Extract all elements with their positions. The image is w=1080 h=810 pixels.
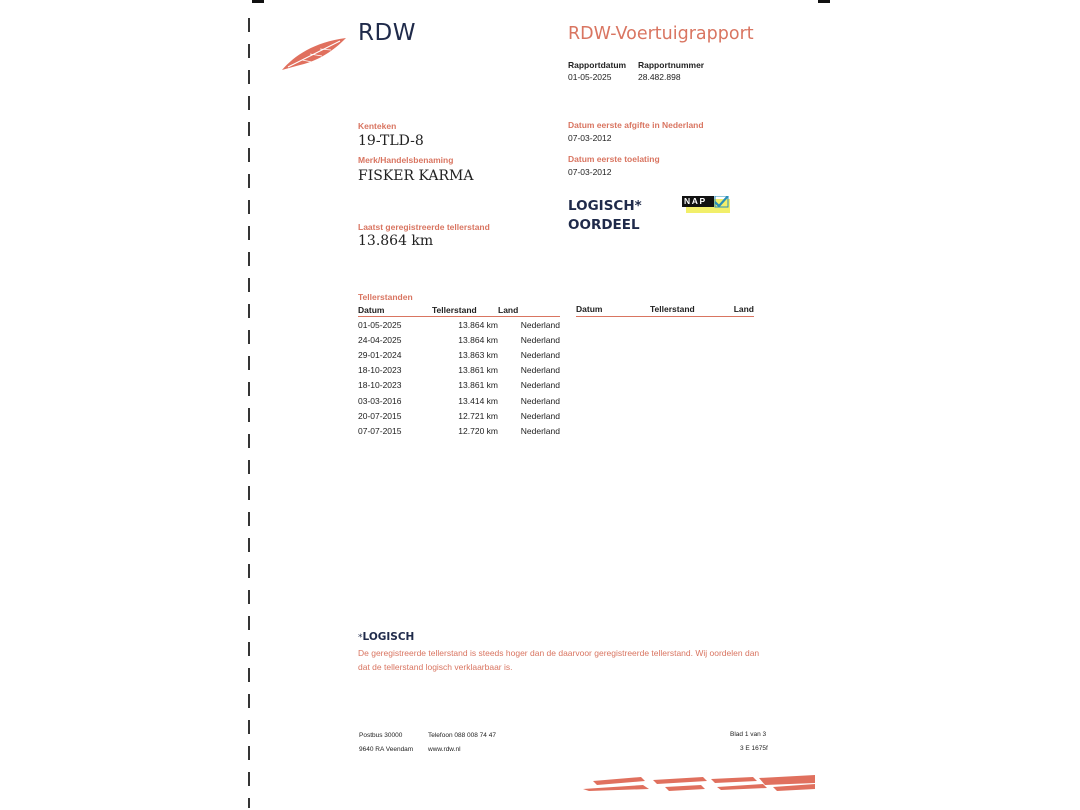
cell-tellerstand: 12.721 km — [458, 410, 498, 421]
cell-land: Nederland — [520, 380, 560, 391]
footer-city: 9640 RA Veendam — [359, 746, 414, 753]
cell-datum: 29-01-2024 — [358, 349, 402, 360]
toelating-value: 07-03-2012 — [568, 167, 612, 177]
merk-value: FISKER KARMA — [358, 168, 474, 184]
table-row — [358, 363, 560, 378]
cell-land: Nederland — [520, 395, 560, 406]
tellerstanden-table — [358, 304, 560, 439]
tellerstand-value: 13.864 km — [358, 233, 434, 249]
tellerstanden-table-2-header — [576, 304, 754, 317]
note-title — [358, 631, 414, 643]
decorative-stripes — [583, 775, 815, 791]
footer-page: Blad 1 van 3 — [730, 731, 767, 738]
col-datum: Datum — [358, 304, 432, 317]
footer-code: 3 E 1675f — [740, 745, 768, 752]
oordeel-block — [568, 197, 642, 235]
table-row — [358, 393, 560, 408]
footer-telefoon: Telefoon 088 008 74 47 — [428, 732, 496, 739]
cell-datum: 18-10-2023 — [358, 380, 402, 391]
cell-land: Nederland — [520, 425, 560, 436]
note-star: * — [358, 633, 363, 643]
col-land-2: Land — [733, 304, 754, 314]
cell-land: Nederland — [520, 410, 560, 421]
kenteken-value: 19-TLD-8 — [358, 133, 424, 149]
note-title-text: LOGISCH — [362, 631, 415, 643]
cell-land: Nederland — [520, 334, 560, 345]
rdw-feather-logo — [280, 34, 350, 72]
table-row — [358, 317, 560, 333]
cell-datum: 18-10-2023 — [358, 365, 402, 376]
scan-mark — [818, 0, 830, 3]
cell-datum: 07-07-2015 — [358, 425, 402, 436]
cell-land: Nederland — [520, 319, 560, 330]
cell-land: Nederland — [520, 365, 560, 376]
rapportnummer-value: 28.482.898 — [638, 72, 681, 82]
oordeel-label: OORDEEL — [568, 217, 640, 233]
cell-datum: 03-03-2016 — [358, 395, 402, 406]
cell-tellerstand: 13.414 km — [458, 395, 498, 406]
scan-mark — [252, 0, 264, 3]
kenteken-label: Kenteken — [358, 121, 397, 131]
col-datum-2: Datum — [576, 304, 603, 314]
scan-edge — [248, 18, 250, 808]
table-row — [358, 332, 560, 347]
table-header-row — [358, 304, 560, 317]
table-row — [358, 408, 560, 423]
nap-badge — [682, 196, 730, 213]
brand-name: RDW — [358, 20, 416, 46]
cell-tellerstand: 13.863 km — [458, 349, 498, 360]
rapportnummer-label: Rapportnummer — [638, 60, 705, 70]
rapportdatum-value: 01-05-2025 — [568, 72, 612, 82]
footer-web[interactable]: www.rdw.nl — [428, 746, 461, 753]
note-text: De geregistreerde tellerstand is steeds hoger dan de daarvoor geregistreerde tellerstand. Wij oordelen dan dat de tellerstand logisch verklaarbaar is. — [358, 648, 760, 672]
cell-datum: 20-07-2015 — [358, 410, 402, 421]
table-row — [358, 423, 560, 438]
nap-badge-text: NAP — [684, 196, 707, 206]
report-title: RDW-Voertuigrapport — [568, 24, 754, 44]
cell-tellerstand: 13.864 km — [458, 334, 498, 345]
table-row — [358, 347, 560, 362]
merk-label: Merk/Handelsbenaming — [358, 155, 454, 165]
cell-land: Nederland — [520, 349, 560, 360]
cell-datum: 01-05-2025 — [358, 319, 402, 330]
cell-tellerstand: 13.861 km — [458, 380, 498, 391]
col-land: Land — [498, 304, 560, 317]
cell-tellerstand: 12.720 km — [458, 425, 498, 436]
toelating-label: Datum eerste toelating — [568, 154, 660, 164]
cell-tellerstand: 13.864 km — [458, 319, 498, 330]
rapportdatum-label: Rapportdatum — [568, 60, 627, 70]
footer-postbus: Postbus 30000 — [359, 732, 403, 739]
tellerstanden-label: Tellerstanden — [358, 292, 413, 302]
cell-datum: 24-04-2025 — [358, 334, 402, 345]
afgifte-value: 07-03-2012 — [568, 133, 612, 143]
oordeel-result: LOGISCH* — [568, 198, 642, 214]
table-row — [358, 378, 560, 393]
afgifte-label: Datum eerste afgifte in Nederland — [568, 120, 704, 130]
cell-tellerstand: 13.861 km — [458, 365, 498, 376]
col-tellerstand-2: Tellerstand — [650, 304, 695, 314]
col-tellerstand: Tellerstand — [432, 304, 498, 317]
tellerstand-label: Laatst geregistreerde tellerstand — [358, 222, 490, 232]
